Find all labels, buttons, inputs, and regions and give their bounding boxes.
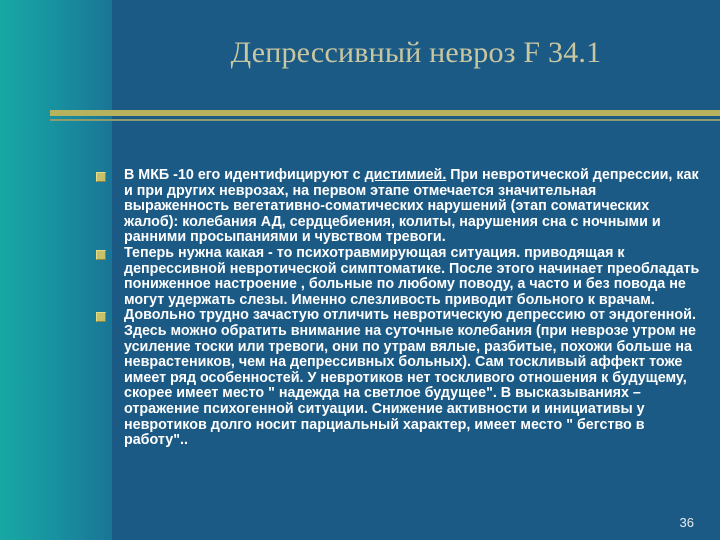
bullet-1-underlined-term: дистимией. bbox=[364, 167, 447, 183]
bullet-2-text: Теперь нужна какая - то психотравмирующая ситуация. приводящая к депрессивной невротической симптоматике. После этого начинает преобладать пониженное настроение , больные по любому поводу, а часто и без повода не могут удержать слезы. Именно слезливость приводит больного к врачам. bbox=[124, 244, 700, 308]
square-bullet-icon bbox=[96, 250, 106, 260]
bullet-1-text-start: В МКБ -10 его идентифицируют с bbox=[124, 167, 365, 183]
bullet-item-1 bbox=[96, 168, 700, 246]
bullet-item-3 bbox=[96, 308, 700, 448]
square-bullet-icon bbox=[96, 312, 106, 322]
page-number: 36 bbox=[679, 515, 694, 530]
title-divider-thick bbox=[50, 110, 720, 116]
slide-title: Депрессивный невроз F 34.1 bbox=[230, 36, 602, 69]
square-bullet-icon bbox=[96, 172, 106, 182]
bullet-list bbox=[96, 168, 700, 449]
bullet-3-text: Довольно трудно зачастую отличить невротическую депрессию от эндогенной. Здесь можно обратить внимание на суточные колебания (при неврозе утром не усиление тоски или тревоги, они по утрам вялые, разбитые, похожи больше на неврастеников, чем на депрессивных больных). Сам тоскливый аффект тоже имеет ряд особенностей. У невротиков нет тоскливого отношения к будущему, скорее имеет место " надежда на светлое будущее". В высказываниях – отражение психогенной ситуации. Снижение активности и инициативы у невротиков долго носит парциальный характер, имеет место " бегство в работу".. bbox=[124, 307, 696, 449]
bullet-1-text-end: При невротической депрессии, как и при других неврозах, на первом этапе отмечается значительная выраженность вегетативно-соматических нарушений (этап соматических жалоб): колебания АД, сердцебиения, колиты, нарушения сна с ночными и ранними просыпаниями и чувством тревоги. bbox=[124, 167, 699, 246]
bullet-item-2 bbox=[96, 246, 700, 308]
title-divider-thin bbox=[50, 119, 720, 121]
